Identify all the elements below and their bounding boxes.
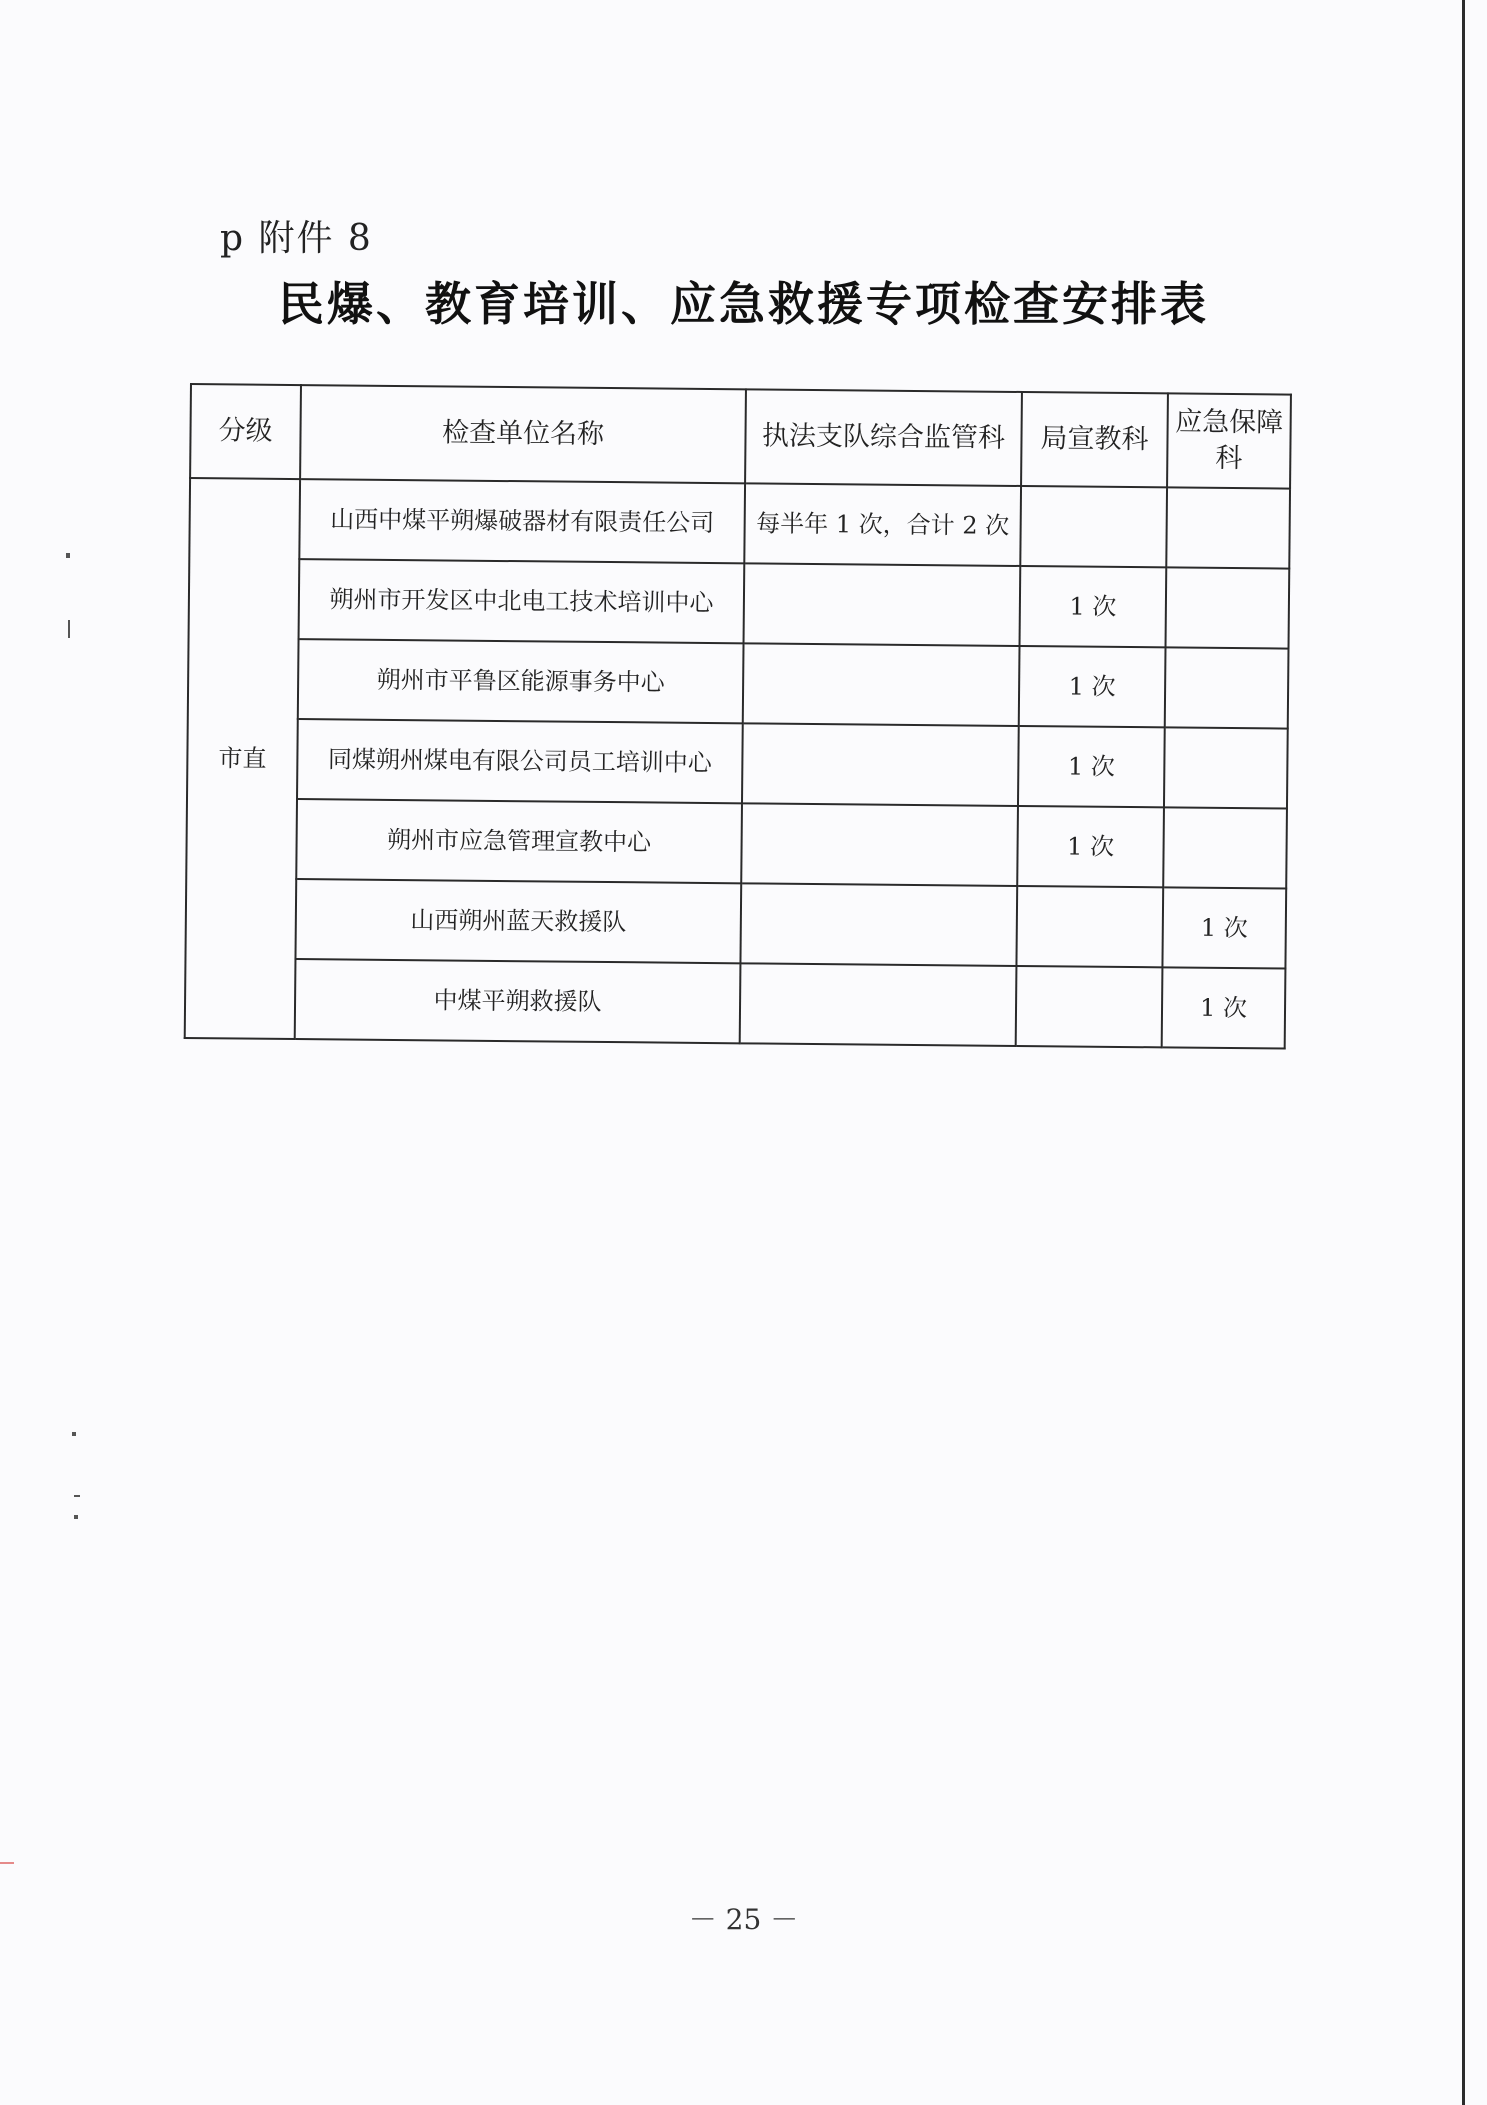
header-level: 分级 (190, 384, 301, 479)
table-row (189, 558, 1290, 649)
enforcement-cell (740, 963, 1017, 1046)
enforcement-cell (743, 643, 1020, 726)
unit-name-cell: 朔州市平鲁区能源事务中心 (298, 639, 744, 723)
unit-name-cell: 朔州市应急管理宣教中心 (296, 799, 742, 883)
scan-speck (74, 1495, 80, 1497)
inspection-table (184, 383, 1292, 1050)
header-enforcement-dept: 执法支队综合监管科 (745, 389, 1022, 486)
scan-speck (74, 1515, 78, 1519)
unit-name-cell: 同煤朔州煤电有限公司员工培训中心 (297, 719, 743, 803)
enforcement-cell: 每半年 1 次，合计 2 次 (744, 483, 1021, 566)
emergency-cell: 1 次 (1162, 887, 1286, 968)
margin-mark (0, 1862, 14, 1864)
scan-speck (68, 620, 70, 638)
table-row (187, 718, 1288, 809)
publicity-cell: 1 次 (1018, 726, 1165, 807)
enforcement-cell (740, 883, 1017, 966)
enforcement-cell (741, 803, 1018, 886)
enforcement-cell (742, 723, 1019, 806)
table-row (185, 958, 1286, 1049)
emergency-cell (1165, 647, 1289, 728)
emergency-cell (1166, 487, 1290, 568)
unit-name-cell: 朔州市开发区中北电工技术培训中心 (299, 559, 745, 643)
publicity-cell (1016, 886, 1163, 967)
table-row (185, 878, 1286, 969)
scan-speck (66, 553, 70, 558)
publicity-cell: 1 次 (1020, 566, 1167, 647)
unit-name-cell: 山西朔州蓝天救援队 (295, 879, 741, 963)
emergency-cell (1164, 727, 1288, 808)
header-emergency-dept: 应急保障科 (1167, 393, 1291, 488)
attachment-label: p 附件 8 (220, 218, 373, 259)
publicity-cell: 1 次 (1019, 646, 1166, 727)
header-unit-name: 检查单位名称 (300, 385, 746, 483)
page-number: － 25 － (688, 1903, 799, 1936)
emergency-cell (1163, 807, 1287, 888)
header-publicity-dept: 局宣教科 (1021, 392, 1168, 487)
page-title: 民爆、教育培训、应急救援专项检查安排表 (278, 277, 1209, 331)
table-row (186, 798, 1287, 889)
table-row (188, 638, 1289, 729)
publicity-cell: 1 次 (1017, 806, 1164, 887)
publicity-cell (1016, 966, 1163, 1047)
emergency-cell: 1 次 (1162, 967, 1286, 1048)
unit-name-cell: 中煤平朔救援队 (295, 959, 741, 1043)
emergency-cell (1166, 567, 1290, 648)
unit-name-cell: 山西中煤平朔爆破器材有限责任公司 (299, 479, 745, 563)
level-cell: 市直 (185, 478, 300, 1039)
scan-speck (72, 1432, 76, 1436)
table-row (189, 478, 1290, 569)
table-header-row (190, 384, 1291, 489)
enforcement-cell (744, 563, 1021, 646)
publicity-cell (1020, 486, 1167, 567)
